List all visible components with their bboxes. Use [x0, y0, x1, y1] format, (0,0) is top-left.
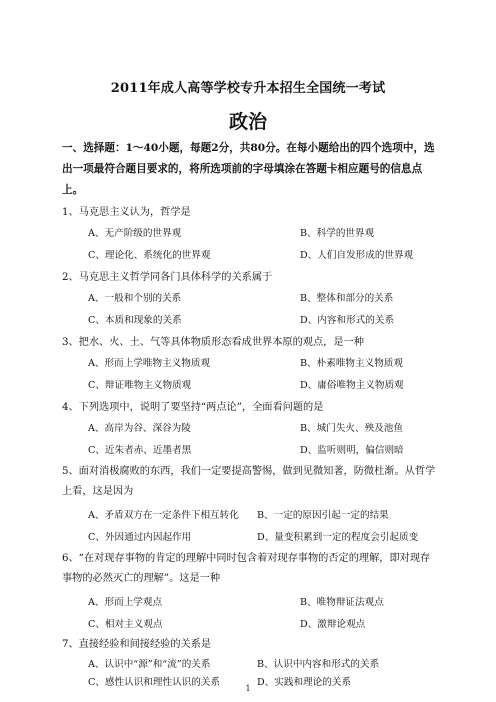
option-d: D、人们自发形成的世界观: [300, 250, 414, 261]
question-stem: 6、“在对现存事物的肯定的理解中同时包含着对现存事物的否定的理解，即对现存事物的必然灭亡的理解”。这是一种: [62, 553, 431, 584]
question-stem: 4、下列选项中，说明了要坚持“两点论”，全面看问题的是: [62, 402, 324, 413]
option-b: B、朴素唯物主义物质观: [300, 358, 403, 369]
option-b: B、科学的世界观: [300, 228, 375, 239]
option-d: D、庸俗唯物主义物质观: [300, 380, 404, 391]
question-stem: 3、把水、火、土、气等具体物质形态看成世界本原的观点，是一种: [62, 337, 364, 348]
question-stem: 5、面对消极腐败的东西，我们一定要提高警惕，做到见微知著，防微杜渐。从哲学上看，这是因为: [62, 466, 436, 497]
option-c: C、感性认识和理性认识的关系: [88, 677, 221, 688]
option-c: C、本质和现象的关系: [88, 315, 182, 326]
option-c: C、外因通过内因起作用: [88, 532, 192, 543]
option-d: D、内容和形式的关系: [300, 315, 395, 326]
option-b: B、整体和部分的关系: [300, 293, 394, 304]
option-a: A、认识中“源”和“流”的关系: [88, 659, 211, 670]
option-d: D、量变积累到一定的程度会引起质变: [257, 532, 419, 543]
page-number: 1: [245, 684, 251, 693]
option-d: D、实践和理论的关系: [257, 677, 352, 688]
question-stem: 7、直接经验和间接经验的关系是: [62, 639, 212, 650]
option-b: B、城门失火、殃及池鱼: [300, 423, 403, 434]
option-a: A、一般和个别的关系: [88, 293, 182, 304]
option-a: A、形而上学观点: [88, 597, 163, 608]
option-c: C、相对主义观点: [88, 619, 163, 630]
option-b: B、唯物辩证法观点: [300, 597, 384, 608]
option-d: D、监听则明，偏信则暗: [300, 445, 404, 456]
question-stem: 2、马克思主义哲学同各门具体科学的关系属于: [62, 272, 273, 283]
question-stem: 1、马克思主义认为，哲学是: [62, 207, 191, 218]
option-c: C、近朱者赤、近墨者黑: [88, 445, 192, 456]
option-b: B、认识中内容和形式的关系: [257, 659, 380, 670]
section-instruction: 一、选择题：1～40小题，每题2分，共80分。在每小题给出的四个选项中，选出一项最符合题目要求的，将所选项前的字母填涂在答题卡相应题号的信息点上。: [62, 142, 435, 196]
option-c: C、理论化、系统化的世界观: [88, 250, 211, 261]
exam-title: 2011年成人高等学校专升本招生全国统一考试: [110, 81, 386, 96]
subject-heading: 政治: [228, 111, 267, 133]
option-a: A、无产阶级的世界观: [88, 228, 182, 239]
option-a: A、高岸为谷、深谷为陵: [88, 423, 191, 434]
option-d: D、激辩论观点: [300, 619, 366, 630]
option-c: C、辩证唯物主义物质观: [88, 380, 192, 391]
option-a: A、矛盾双方在一定条件下相互转化: [88, 510, 239, 521]
option-a: A、形而上学唯物主义物质观: [88, 358, 211, 369]
option-b: B、一定的原因引起一定的结果: [257, 510, 389, 521]
